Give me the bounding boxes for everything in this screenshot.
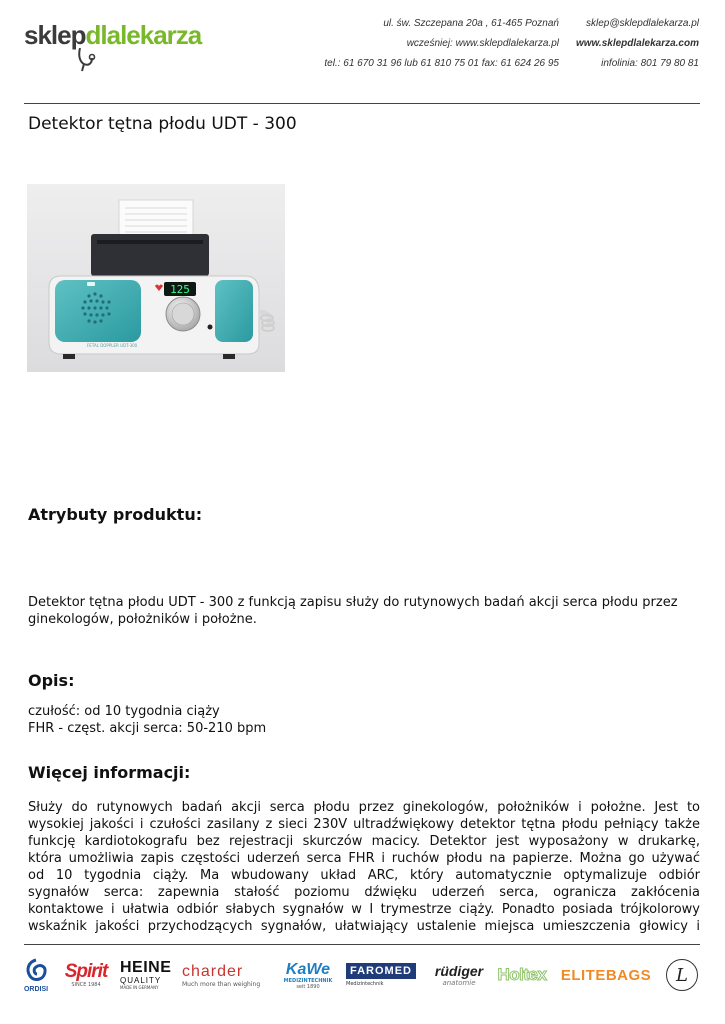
- spirit-text: Spirit: [64, 961, 108, 982]
- phone-fax-line: tel.: 61 670 31 96 lub 61 810 75 01 fax: 61 624 26 95: [324, 58, 559, 69]
- heine-text: HEINE: [120, 959, 172, 976]
- more-info-line: która umożliwia zapis częstości uderzeń serca FHR i ruchów płodu na papierze. Można go używać: [28, 851, 700, 866]
- description-text: [28, 703, 700, 737]
- header-divider: [24, 103, 700, 104]
- rudiger-text: rüdiger: [434, 962, 484, 979]
- logo-part-lekarza: lekarza: [120, 20, 202, 50]
- attributes-heading: Atrybuty produktu:: [28, 505, 203, 524]
- holtex-logo[interactable]: [496, 950, 548, 1000]
- elitebags-text: ELITEBAGS: [560, 966, 652, 984]
- contact-online-block: [576, 14, 699, 74]
- ordisi-logo[interactable]: [20, 950, 52, 1000]
- more-info-line: wysokiej jakości i czułości zasilany z sieci 230V ultradźwiękowy detektor tętna płodu pełniący także: [28, 817, 700, 832]
- brand-logos-strip: [20, 950, 710, 1002]
- kawe-logo[interactable]: [282, 950, 334, 1000]
- more-info-text: [28, 799, 700, 935]
- more-info-line: funkcję kardiotokografu bez rejestracji skurczów macicy. Detektor jest wyposażony w drukarkę,: [28, 834, 700, 849]
- charder-logo[interactable]: [182, 950, 272, 1000]
- more-info-line: kontaktowe i ułatwia odbiór słabych sygnałów w I trymestrze ciąży. Ponadto posiada trójkolorowy: [28, 902, 700, 917]
- heine-quality: QUALITY: [120, 976, 162, 985]
- more-info-line: Służy do rutynowych badań akcji serca płodu przez ginekologów, położników i położne. Jest to: [28, 800, 700, 815]
- description-line: czułość: od 10 tygodnia ciąży: [28, 704, 220, 719]
- holtex-text: Holtex: [497, 965, 547, 984]
- description-line: FHR - częst. akcji serca: 50-210 bpm: [28, 721, 267, 736]
- rudiger-logo[interactable]: [432, 950, 486, 1000]
- spirit-sub: SINCE 1984: [71, 982, 101, 988]
- kawe-since: seit 1890: [296, 983, 320, 990]
- ordisi-text: ORDISI: [23, 985, 49, 993]
- littmann-logo[interactable]: [664, 950, 700, 1000]
- previous-website-line: wcześniej: www.sklepdlalekarza.pl: [406, 38, 559, 49]
- littmann-text: L: [676, 964, 688, 986]
- product-title: Detektor tętna płodu UDT - 300: [28, 114, 297, 134]
- address-line: ul. św. Szczepana 20a , 61-465 Poznań: [383, 18, 559, 29]
- panel-label: FETAL DOPPLER UDT-300: [87, 343, 138, 348]
- faromed-sub: Medizintechnik: [346, 981, 384, 987]
- logo-part-sklep: sklep: [24, 20, 86, 50]
- heine-made: MADE IN GERMANY: [120, 985, 159, 990]
- footer-divider: [24, 944, 700, 945]
- kawe-text: KaWe: [285, 960, 331, 978]
- more-info-line: wskaźnik jakości przychodzących sygnałów, ułatwiający ustalenie miejsca umieszczenia głowicy i: [28, 919, 700, 934]
- charder-sub: Much more than weighing: [182, 980, 261, 988]
- attributes-text: [28, 594, 700, 628]
- description-heading: Opis:: [28, 671, 75, 690]
- logo-part-dla: dla: [85, 20, 121, 50]
- more-info-line: od 10 tygodnia ciąży. Ma wbudowany układ ARC, który automatycznie optymalizuje odbiór: [28, 868, 700, 883]
- attributes-line: ginekologów, położników i położne.: [28, 612, 257, 627]
- sklepdlalekarza-logo[interactable]: [24, 18, 202, 68]
- display-readout: 125: [170, 283, 190, 296]
- faromed-logo[interactable]: [346, 950, 424, 1000]
- infoline-text: infolinia: 801 79 80 81: [601, 58, 699, 69]
- charder-text: charder: [182, 962, 244, 980]
- logo-text: [24, 20, 201, 51]
- more-info-heading: Więcej informacji:: [28, 763, 191, 782]
- product-image: [27, 184, 285, 372]
- website-link[interactable]: www.sklepdlalekarza.com: [575, 38, 699, 49]
- ordisi-mark-icon: [24, 958, 48, 986]
- rudiger-sub: anatomie: [442, 978, 476, 987]
- heine-logo[interactable]: [120, 950, 176, 1000]
- fetal-doppler-illustration: [27, 184, 285, 372]
- elitebags-logo[interactable]: [556, 950, 656, 1000]
- email-link[interactable]: sklep@sklepdlalekarza.pl: [586, 18, 699, 29]
- faromed-text: FAROMED: [346, 963, 416, 979]
- stethoscope-icon: [74, 48, 98, 72]
- attributes-line: Detektor tętna płodu UDT - 300 z funkcją zapisu służy do rutynowych badań akcji serca płodu przez: [28, 595, 678, 610]
- contact-address-block: [324, 14, 559, 74]
- spirit-logo[interactable]: [58, 950, 114, 1000]
- page-header: [0, 0, 725, 104]
- kawe-sub: MEDIZINTECHNIK: [283, 977, 333, 984]
- more-info-line: sygnałów serca: zapewnia stałość poziomu dźwięku uderzeń serca, ogranicza zakłócenia: [28, 885, 700, 900]
